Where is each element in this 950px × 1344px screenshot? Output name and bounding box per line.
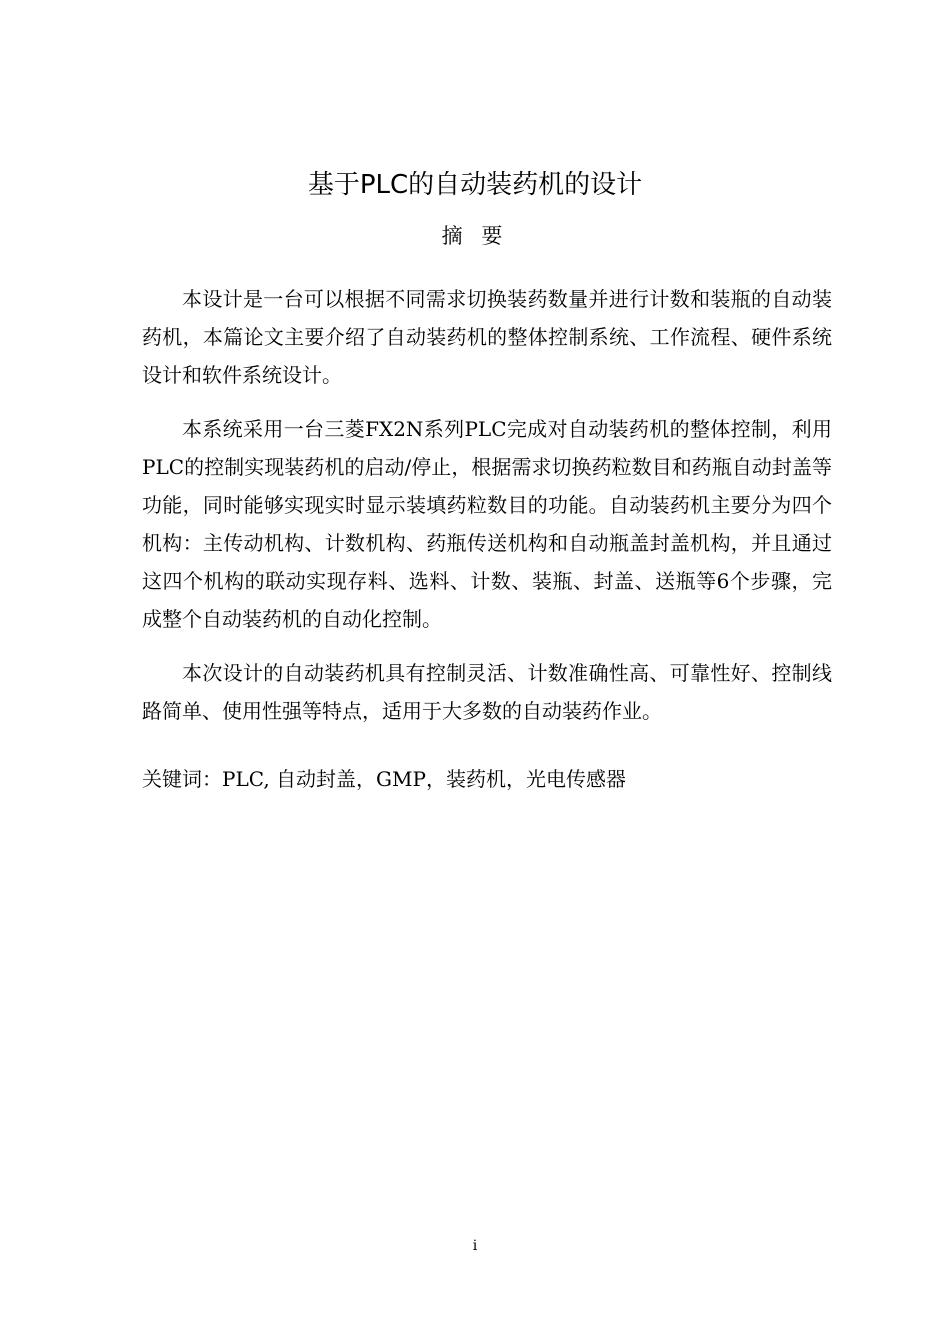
keywords-label: 关键词： [142, 767, 222, 791]
page-number: i [472, 1238, 478, 1254]
abstract-paragraph-1: 本设计是一台可以根据不同需求切换装药数量并进行计数和装瓶的自动装药机，本篇论文主要介绍了自动装药机的整体控制系统、工作流程、硬件系统设计和软件系统设计。 [142, 287, 832, 387]
abstract-heading: 摘 要 [441, 224, 509, 248]
abstract-body [142, 280, 832, 746]
keywords-line [142, 760, 832, 798]
keywords-text: PLC, 自动封盖，GMP，装药机，光电传感器 [222, 767, 626, 791]
abstract-paragraph-3: 本次设计的自动装药机具有控制灵活、计数准确性高、可靠性好、控制线路简单、使用性强等特点，适用于大多数的自动装药作业。 [142, 661, 832, 723]
abstract-paragraph-2: 本系统采用一台三菱FX2N系列PLC完成对自动装药机的整体控制，利用PLC的控制实现装药机的启动/停止，根据需求切换药粒数目和药瓶自动封盖等功能，同时能够实现实时显示装填药粒数目的功能。自动装药机主要分为四个机构：主传动机构、计数机构、药瓶传送机构和自动瓶盖封盖机构，并且通过这四个机构的联动实现存料、选料、计数、装瓶、封盖、送瓶等6个步骤，完成整个自动装药机的自动化控制。 [142, 417, 832, 631]
document-title: 基于PLC的自动装药机的设计 [307, 170, 643, 200]
